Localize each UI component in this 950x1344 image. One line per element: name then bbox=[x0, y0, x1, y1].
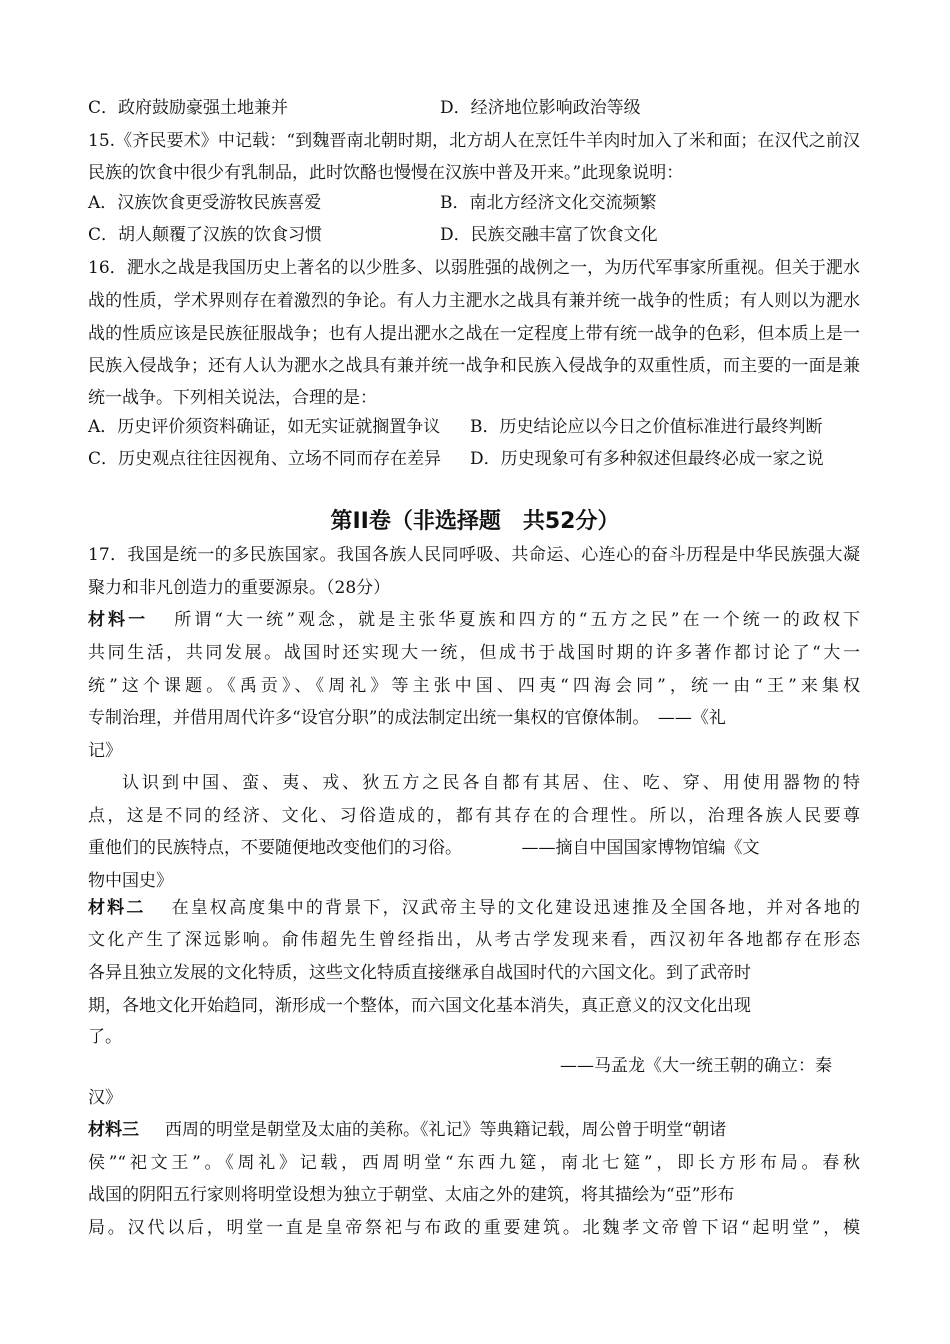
q16-option-a: A．历史评价须资料确证，如无实证就搁置争议 bbox=[88, 417, 441, 437]
q15-option-b: B．南北方经济文化交流频繁 bbox=[440, 193, 657, 213]
material-1-line: 共同生活，共同发展。战国时还实现大一统，但成书于战国时期的许多著作都讨论了“大一 bbox=[88, 643, 860, 663]
q16-stem-line: 战的性质，学术界则存在着激烈的争论。有人力主淝水之战具有兼并统一战争的性质；有人则以为淝水 bbox=[88, 291, 860, 311]
material-1b-line: 点，这是不同的经济、文化、习俗造成的，都有其存在的合理性。所以，治理各族人民要尊 bbox=[88, 806, 860, 826]
material-text: 在皇权高度集中的背景下，汉武帝主导的文化建设迅速推及全国各地，并对各地的 bbox=[171, 898, 860, 918]
q16-option-b: B．历史结论应以今日之价值标准进行最终判断 bbox=[470, 417, 823, 437]
q15-option-d: D．民族交融丰富了饮食文化 bbox=[440, 225, 658, 245]
material-3-line: 局。汉代以后，明堂一直是皇帝祭祀与布政的重要建筑。北魏孝文帝曾下诏“起明堂”，模 bbox=[88, 1218, 860, 1238]
material-3-line: 战国的阴阳五行家则将明堂设想为独立于朝堂、太庙之外的建筑，将其描绘为“亞”形布 bbox=[88, 1185, 735, 1205]
q16-stem-line: 统一战争。下列相关说法，合理的是： bbox=[88, 388, 377, 408]
material-2-line: 了。 bbox=[88, 1027, 122, 1047]
material-1-line: 统”这个课题。《禹贡》、《周礼》等主张中国、四夷“四海会同”，统一由“王”来集权 bbox=[88, 676, 860, 696]
q16-stem-line: 战的性质应该是民族征服战争；也有人提出淝水之战在一定程度上带有统一战争的色彩，但本质上是一 bbox=[88, 324, 860, 344]
material-2-source: ——马孟龙《大一统王朝的确立：秦 bbox=[560, 1056, 832, 1076]
material-2-line: 期，各地文化开始趋同，渐形成一个整体，而六国文化基本消失，真正意义的汉文化出现 bbox=[88, 996, 751, 1016]
q15-option-a: A．汉族饮食更受游牧民族喜爱 bbox=[88, 193, 322, 213]
q16-option-c: C．历史观点往往因视角、立场不同而存在差异 bbox=[88, 449, 442, 469]
q16-stem-line: 16．淝水之战是我国历史上著名的以少胜多、以弱胜强的战例之一，为历代军事家所重视。但关于淝水 bbox=[88, 258, 860, 278]
material-1-line bbox=[88, 608, 860, 632]
q14-option-d: D．经济地位影响政治等级 bbox=[440, 98, 641, 118]
q14-option-c: C．政府鼓励豪强土地兼并 bbox=[88, 98, 289, 118]
material-1-line: 专制治理，并借用周代许多“设官分职”的成法制定出统一集权的官僚体制。 ——《礼 bbox=[88, 708, 726, 728]
material-1b-line: 认识到中国、蛮、夷、戎、狄五方之民各自都有其居、住、吃、穿、用使用器物的特 bbox=[122, 773, 860, 793]
q17-stem-line: 17．我国是统一的多民族国家。我国各族人民同呼吸、共命运、心连心的奋斗历程是中华民族强大凝 bbox=[88, 545, 860, 565]
material-2-label: 材料二 bbox=[88, 898, 146, 918]
q15-stem-line: 民族的饮食中很少有乳制品，此时饮酪也慢慢在汉族中普及开来。”此现象说明： bbox=[88, 163, 684, 183]
section-title: 第II卷（非选择题 共52分） bbox=[330, 509, 620, 534]
material-1b-line: 物中国史》 bbox=[88, 871, 173, 891]
material-2-line: 文化产生了深远影响。俞伟超先生曾经指出，从考古学发现来看，西汉初年各地都存在形态 bbox=[88, 930, 860, 950]
material-1-line: 记》 bbox=[88, 741, 122, 761]
material-3-line: 侯”“祀文王”。《周礼》记载，西周明堂“东西九筵，南北七筵”，即长方形布局。春秋 bbox=[88, 1153, 860, 1173]
q15-stem-line: 15.《齐民要术》中记载：“到魏晋南北朝时期，北方胡人在烹饪牛羊肉时加入了米和面；在汉代之前汉 bbox=[88, 131, 860, 151]
material-2-line: 各异且独立发展的文化特质，这些文化特质直接继承自战国时代的六国文化。到了武帝时 bbox=[88, 963, 751, 983]
material-3-label: 材料三 bbox=[88, 1120, 139, 1140]
material-2-source: 汉》 bbox=[88, 1088, 122, 1108]
material-2-line bbox=[88, 896, 860, 920]
material-3-line bbox=[88, 1118, 860, 1142]
q16-option-d: D．历史现象可有多种叙述但最终必成一家之说 bbox=[470, 449, 824, 469]
q16-stem-line: 民族入侵战争；还有人认为淝水之战具有兼并统一战争和民族入侵战争的双重性质，而主要的一面是兼 bbox=[88, 356, 860, 376]
material-text: 西周的明堂是朝堂及太庙的美称。《礼记》等典籍记载，周公曾于明堂“朝诸 bbox=[165, 1120, 727, 1140]
material-1-label: 材料一 bbox=[88, 610, 149, 630]
q17-stem-line: 聚力和非凡创造力的重要源泉。（28分） bbox=[88, 578, 391, 598]
material-1b-line: 重他们的民族特点，不要随便地改变他们的习俗。 ——摘自中国国家博物馆编《文 bbox=[88, 838, 760, 858]
q15-option-c: C．胡人颠覆了汉族的饮食习惯 bbox=[88, 225, 323, 245]
material-text: 所谓“大一统”观念，就是主张华夏族和四方的“五方之民”在一个统一的政权下 bbox=[174, 610, 860, 630]
